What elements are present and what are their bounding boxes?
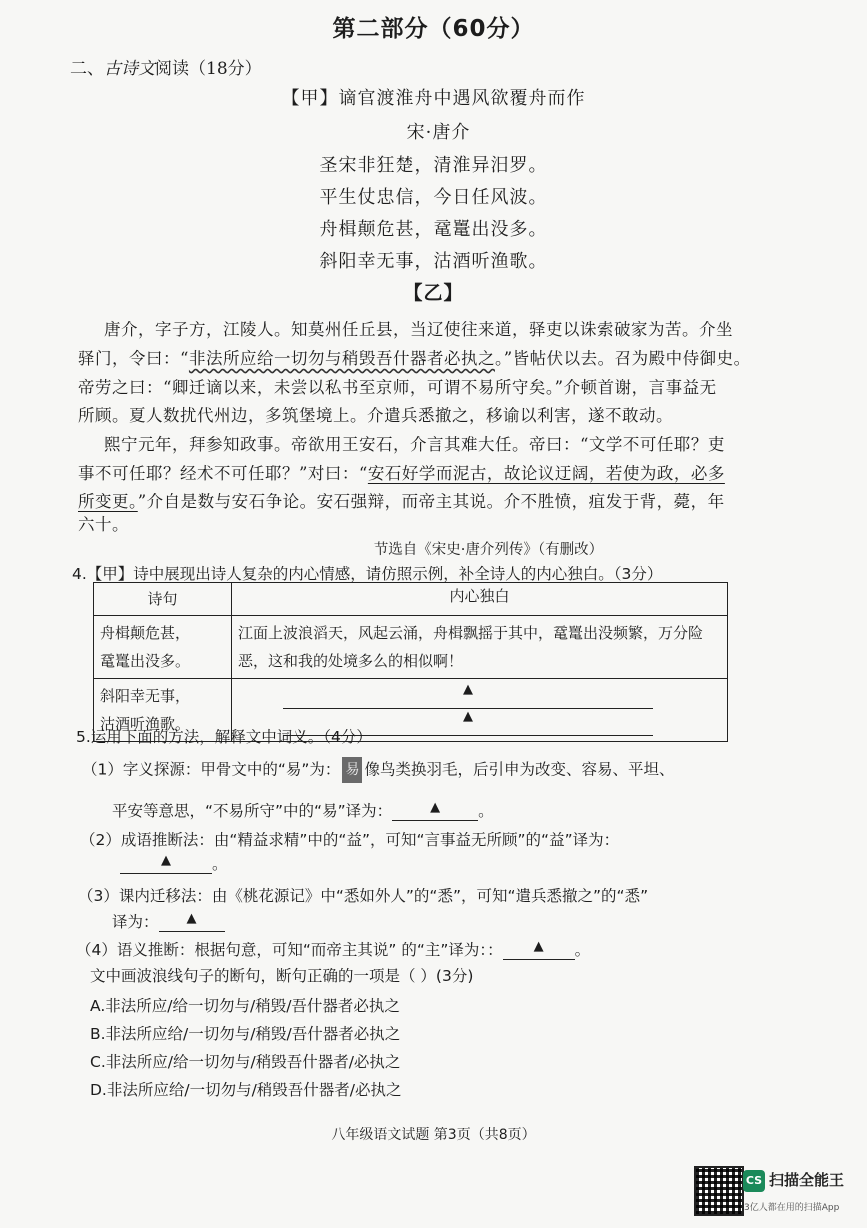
table-header: 诗句 <box>94 583 232 616</box>
oracle-bone-glyph-image: 易 <box>342 757 362 783</box>
answer-blank[interactable]: ▲ <box>120 853 212 874</box>
underlined-sentence: 安石好学而泥古，故论议迂阔，若使为政，必多 <box>367 464 725 483</box>
scanner-app-name: 扫描全能王 <box>769 1171 845 1189</box>
q5-part1-cont: 平安等意思，“不易所守”中的“易”译为： ▲ 。 <box>112 800 494 820</box>
passage-line: 所顾。夏人数扰代州边，多筑堡境上。介遣兵悉撤之，移谕以利害，遂不敢动。 <box>78 406 673 425</box>
section-label: 阅读（18分） <box>155 59 262 79</box>
section-number: 二、 <box>70 59 104 79</box>
underlined-sentence-end: 所变更。 <box>78 492 138 511</box>
q5-part2: （2）成语推断法：由“精益求精”中的“益”，可知“言事益无所顾”的“益”译为： <box>80 831 620 849</box>
table-cell: 斜阳幸无事， 沽酒听渔歌。 <box>94 679 232 742</box>
poem-title: 【甲】谪官渡淮舟中遇风欲覆舟而作 <box>281 88 586 109</box>
passage-label: 【乙】 <box>403 282 464 304</box>
passage-line: 事不可任耶？经术不可任耶？”对曰：“安石好学而泥古，故论议迂阔，若使为政，必多 <box>78 464 725 483</box>
poem-line: 圣宋非狂楚，清淮异汨罗。 <box>319 155 548 176</box>
question-4-stem: 4.【甲】诗中展现出诗人复杂的内心情感，请仿照示例，补全诗人的内心独白。（3分） <box>72 565 663 583</box>
answer-blank[interactable]: ▲ <box>159 911 225 932</box>
q5-part2-cont: ▲ 。 <box>120 852 228 874</box>
passage-line: 帝劳之曰：“卿迁谪以来，未尝以私书至京师，可谓不易所守矣。”介顿首谢，言事益无 <box>78 378 717 397</box>
scanner-app-tagline: 3亿人都在用的扫描App <box>744 1203 840 1213</box>
poem-line: 斜阳幸无事，沽酒听渔歌。 <box>319 251 548 272</box>
q5-part3-cont: 译为： ▲ <box>112 910 225 932</box>
section-handwritten-fix: 古诗文 <box>104 59 155 79</box>
choice-option[interactable]: C.非法所应/给一切勿与/稍毁吾什器者/必执之 <box>90 1053 401 1071</box>
passage-source: 节选自《宋史·唐介列传》（有删改） <box>373 542 604 558</box>
answer-blank[interactable]: ▲ <box>503 939 575 960</box>
question-6-stem: 文中画波浪线句子的断句，断句正确的一项是（ ）(3分) <box>90 967 474 985</box>
page-footer: 八年级语文试题 第3页（共8页） <box>331 1127 536 1143</box>
passage-line: 驿门，令曰：“非法所应给一切勿与稍毁吾什器者必执之。”皆帖伏以去。召为殿中侍御史。 <box>78 349 751 368</box>
scanner-logo-icon: CS <box>743 1170 765 1192</box>
choice-option[interactable]: A.非法所应/给一切勿与/稍毁/吾什器者必执之 <box>90 997 400 1015</box>
table-cell: 舟楫颠危甚， 鼋鼍出没多。 <box>94 616 232 679</box>
choice-option[interactable]: D.非法所应给/一切勿与/稍毁吾什器者/必执之 <box>90 1081 402 1099</box>
poem-author: 宋·唐介 <box>406 122 471 143</box>
passage-line: 唐介，字子方，江陵人。知莫州任丘县，当辽使往来道，驿吏以诛索破家为苦。介坐 <box>104 320 733 339</box>
passage-line: 六十。 <box>78 515 129 534</box>
table-header: 内心独白 <box>232 583 728 616</box>
passage-line: 熙宁元年，拜参知政事。帝欲用王安石，介言其难大任。帝曰：“文学不可任耶？吏 <box>104 435 725 454</box>
part-title: 第二部分（60分） <box>332 16 535 42</box>
monologue-table <box>93 582 728 742</box>
choice-option[interactable]: B.非法所应给/一切勿与/稍毁/吾什器者必执之 <box>90 1025 401 1043</box>
q5-part3: （3）课内迁移法：由《桃花源记》中“悉如外人”的“悉”，可知“遣兵悉撤之”的“悉” <box>78 887 649 905</box>
poem-line: 舟楫颠危甚，鼋鼍出没多。 <box>319 219 548 240</box>
qr-code-icon <box>694 1166 744 1216</box>
q5-part4: （4）语义推断：根据句意，可知“而帝主其说” 的“主”译为：： ▲ 。 <box>76 939 591 959</box>
wavy-underlined-sentence: 非法所应给一切勿与稍毁吾什器者必执之 <box>188 349 495 368</box>
section-heading <box>70 54 262 79</box>
answer-blank[interactable]: ▲ <box>392 800 478 821</box>
answer-blank[interactable]: ▲ <box>283 682 653 709</box>
table-row <box>94 616 728 679</box>
passage-line: 所变更。”介自是数与安石争论。安石强辩，而帝主其说。介不胜愤，疽发于背，薨，年 <box>78 492 725 511</box>
poem-line: 平生仗忠信，今日任风波。 <box>319 187 548 208</box>
table-cell: 江面上波浪滔天，风起云涌，舟楫飘摇于其中，鼋鼍出没频繁，万分险恶，这和我的处境多么的相似啊！ <box>232 616 728 679</box>
answer-blank[interactable]: ▲ <box>283 709 653 736</box>
question-5-stem: 5.运用下面的方法，解释文中词义。（4分） <box>76 728 372 746</box>
q5-part1: （1）字义探源：甲骨文中的“易”为： 易 像鸟类换羽毛，后引申为改变、容易、平坦、 <box>82 757 674 783</box>
